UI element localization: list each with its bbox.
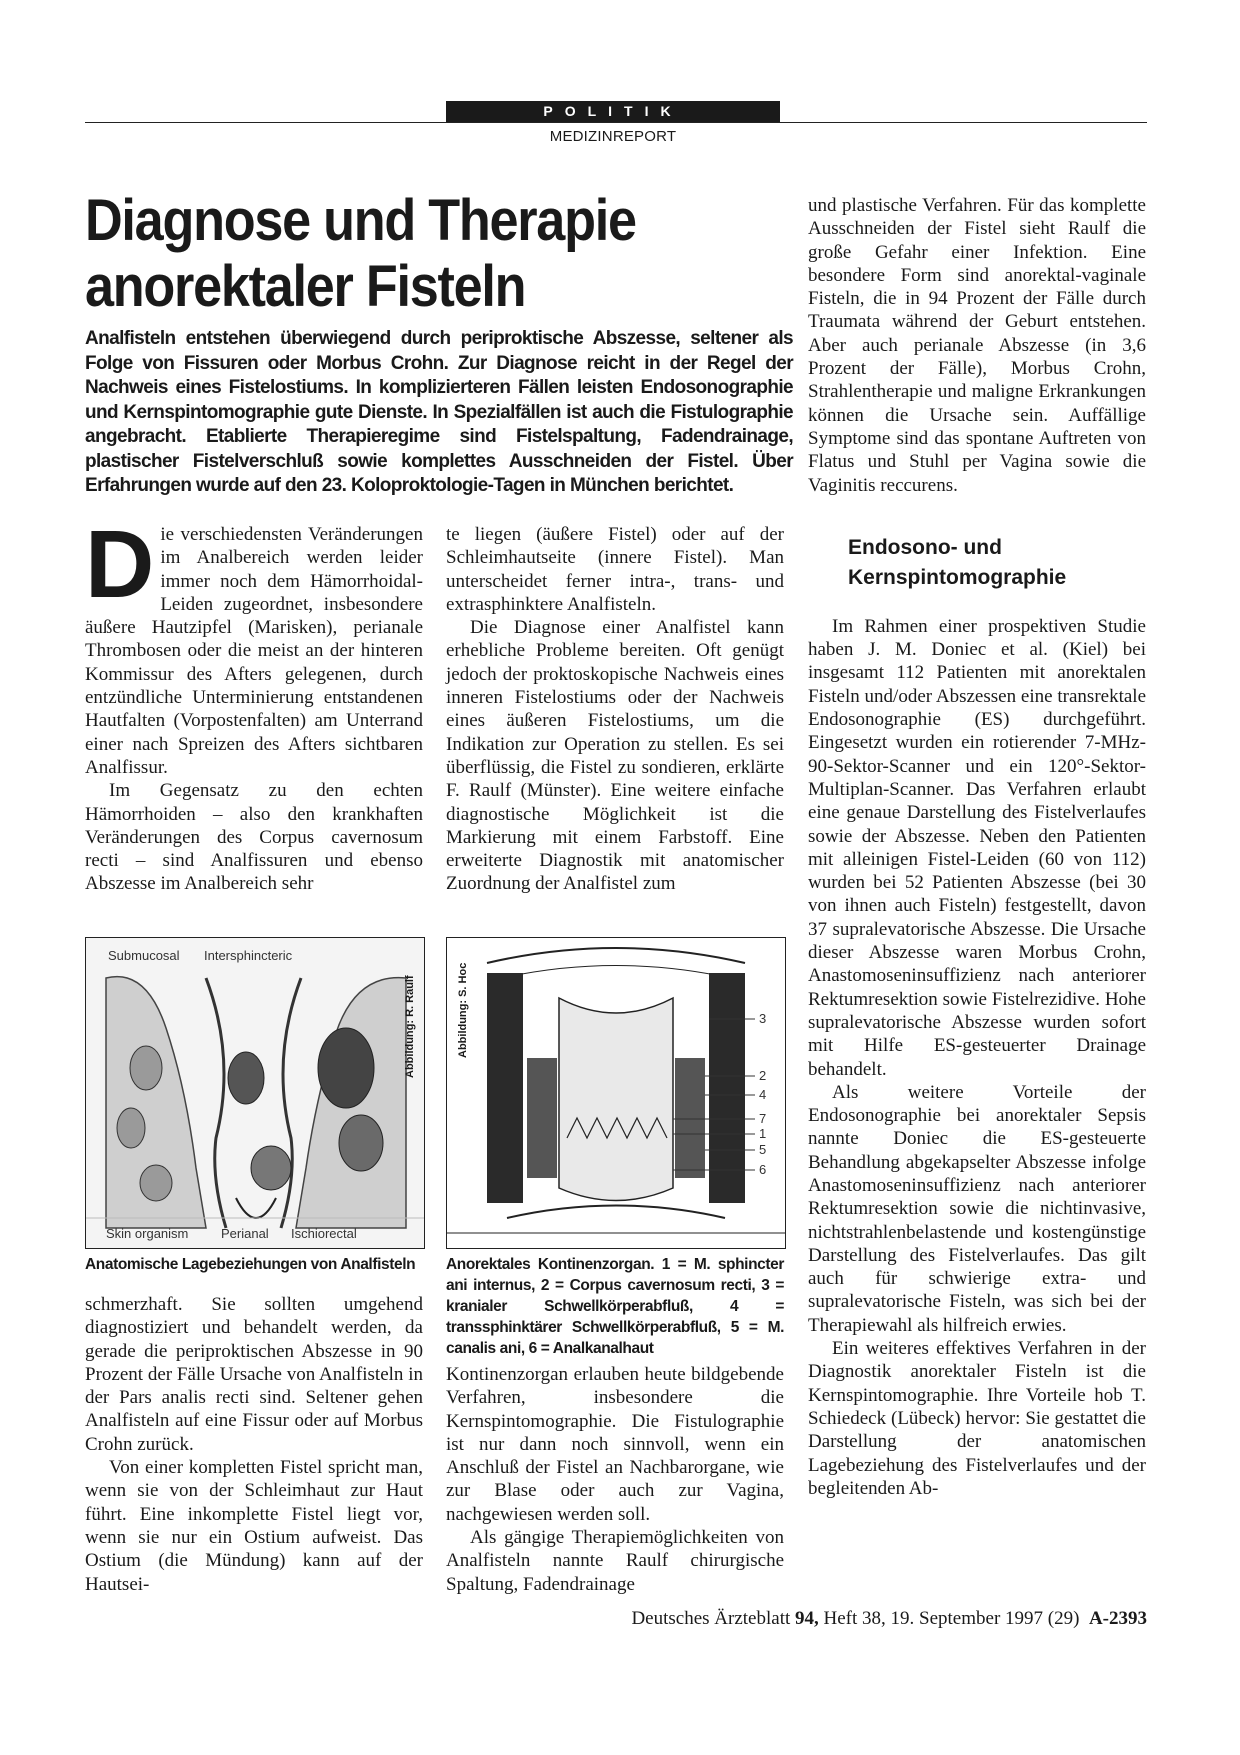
heading-line-2: Kernspintomographie [848, 565, 1067, 589]
diagram-number: 5 [759, 1142, 767, 1157]
journal-volume: 94, [795, 1608, 819, 1629]
subsection-label: MEDIZINREPORT [549, 128, 677, 145]
paragraph: Kontinenzorgan erlauben heute bildgebende Verfahren, insbesondere die Kernspintomographie. Die Fistulographie ist nur dann noch sinnvoll, wenn ein Anschluß der Fistel an Nachbarorgane, wie zur Blase oder auch zur Vagina, nachgewiesen werden soll. [446, 1364, 784, 1525]
page-footer [631, 1608, 1147, 1630]
label-ischiorectal: Ischiorectal [291, 1226, 357, 1241]
section-heading [808, 533, 1146, 593]
paragraph: Im Gegensatz zu den echten Hämorrhoiden – also den krankhaften Veränderungen des Corpus cavernosum recti – sind Analfissuren und ebenso Abszesse im Analbereich sehr [85, 780, 423, 895]
section-label: POLITIK [446, 101, 780, 122]
diagram-number: 3 [759, 1011, 767, 1026]
paragraph: Ein weiteres effektives Verfahren in der Diagnostik anorektaler Fisteln ist die Kernspintomographie. Ihre Vorteile hob T. Schiedeck (Lübeck) hervor: Sie gestattet die Darstellung der anatomischen Lagebeziehung des Fistelverlaufes und der begleitenden Ab- [808, 1338, 1146, 1499]
paragraph: Im Rahmen einer prospektiven Studie haben J. M. Doniec et al. (Kiel) bei insgesamt 112 Patienten mit anorektalen Fisteln und/oder Abszessen eine transrektale Endosonographie (ES) durchgeführt. Eingesetzt wurden ein rotierender 7-MHz-90-Sektor-Scanner und ein 120°-Sektor-Multiplan-Scanner. Das Verfahren erlaubt eine genaue Darstellung des Fistelverlaufes sowie der Abszesse. Neben den Patienten mit alleinigen Fistel-Leiden (60 von 112) wurden bei 52 Patienten Abszesse (bei 30 von ihnen auch Fisteln) festgestellt, davon 37 supralevatorische Abszesse. Die Ursache dieser Abszesse waren Morbus Crohn, Anastomoseninsuffizienz nach anteriorer Rektumresektion sowie Fistelrezidive. Hohe supralevatorische Abszesse wurden sofort mit Hilfe ES-gesteuerter Drainage behandelt. [808, 615, 1146, 1080]
issue-info: Heft 38, 19. September 1997 (29) [823, 1608, 1080, 1629]
journal-name: Deutsches Ärzteblatt [631, 1608, 791, 1629]
figure-continence-organ [446, 937, 786, 1249]
continence-diagram [447, 938, 785, 1248]
figure-1-caption: Anatomische Lagebeziehungen von Analfisteln [85, 1256, 416, 1273]
paragraph: schmerzhaft. Sie sollten umgehend diagnostiziert und behandelt werden, da gerade die periproktischen Abszesse in 90 Prozent der Fälle Ursache von Analfisteln in der Pars analis recti sind. Seltener gehen Analfisteln auf eine Fissur oder auf Morbus Crohn zurück. [85, 1294, 423, 1455]
label-skin-organism: Skin organism [106, 1226, 189, 1241]
diagram-number: 2 [759, 1068, 767, 1083]
label-intersphincteric: Intersphincteric [204, 948, 293, 963]
figure-credit: Abbildung: S. Hoc [457, 962, 469, 1058]
paragraph: Die Diagnose einer Analfistel kann erhebliche Probleme bereiten. Oft genügt jedoch der proktoskopische Nachweis eines inneren Fistelostiums oder der Nachweis eines äußeren Fistelostiums, um die Indikation zur Operation zu stellen. Es sei überflüssig, die Fistel zu sondieren, erklärte F. Raulf (Münster). Eine weitere einfache diagnostische Möglichkeit ist die Markierung mit einem Farbstoff. Eine erweiterte Diagnostik mit anatomischer Zuordnung der Analfistel zum [446, 617, 784, 895]
heading-line-1: Endosono- und [848, 535, 1002, 559]
column-3 [808, 194, 1146, 1500]
label-submucosal: Submucosal [108, 948, 180, 963]
figure-credit: Abbildung: R. Raulf [404, 975, 416, 1078]
article-title [85, 188, 715, 320]
diagram-number: 1 [759, 1126, 767, 1141]
column-2-top [446, 523, 784, 896]
diagram-number: 6 [759, 1162, 767, 1177]
title-line-1: Diagnose und Therapie [85, 188, 636, 253]
figure-2-caption: Anorektales Kontinenzorgan. 1 = M. sphincter ani internus, 2 = Corpus cavernosum recti, 3 = kranialer Schwellkörperabfluß, 4 = transsphinktärer Schwellkörperabfluß, 5 = M. canalis ani, 6 = Analkanalhaut [446, 1256, 784, 1357]
paragraph: Als gängige Therapiemöglichkeiten von Analfisteln nannte Raulf chirurgische Spaltung, Fadendrainage [446, 1527, 784, 1595]
diagram-number-labels [759, 1011, 766, 1177]
page-number: A-2393 [1088, 1608, 1147, 1629]
title-line-2: anorektaler Fisteln [85, 254, 526, 319]
column-1-bottom [85, 1293, 423, 1596]
figure-anal-fistula-anatomy [85, 937, 425, 1249]
diagram-number: 4 [759, 1087, 767, 1102]
diagram-number: 7 [759, 1111, 767, 1126]
article-lead: Analfisteln entstehen überwiegend durch periproktische Abszesse, seltener als Folge von Fissuren oder Morbus Crohn. Zur Diagnose reicht in der Regel der Nachweis eines Fistelostiums. In komplizierteren Fällen leisten Endosonographie und Kernspintomographie gute Dienste. In Spezialfällen ist auch die Fistulographie angebracht. Etablierte Therapieregime sind Fistelspaltung, Fadendrainage, plastischer Fistelverschluß sowie komplettes Ausschneiden der Fistel. Über Erfahrungen wurde auf den 23. Koloproktologie-Tagen in München berichtet. [85, 328, 793, 496]
anatomy-illustration [86, 938, 424, 1248]
label-perianal: Perianal [221, 1226, 269, 1241]
column-1-top [85, 511, 423, 896]
column-2-bottom [446, 1363, 784, 1596]
paragraph: te liegen (äußere Fistel) oder auf der Schleimhautseite (innere Fistel). Man unterscheidet ferner intra-, trans- und extrasphinktere Analfisteln. [446, 524, 784, 615]
header-rule [85, 122, 1147, 123]
paragraph: Von einer kompletten Fistel spricht man, wenn sie von der Schleimhaut zur Haut führt. Eine inkomplette Fistel liegt vor, wenn sie nur ein Ostium aufweist. Das Ostium (die Mündung) kann auf der Hautsei- [85, 1457, 423, 1595]
paragraph: und plastische Verfahren. Für das komplette Ausschneiden der Fistel sieht Raulf die große Gefahr einer Infektion. Eine besondere Form sind anorektal-vaginale Fisteln, die in 94 Prozent der Fälle durch Traumata während der Geburt entstehen. Aber auch perianale Abszesse (in 3,6 Prozent der Fälle), Morbus Crohn, Strahlentherapie und maligne Erkrankungen können die Ursache sein. Auffällige Symptome sind das spontane Auftreten von Flatus und Stuhl per Vagina sowie die Vaginitis reccurens. [808, 195, 1146, 496]
paragraph: Die verschiedensten Veränderungen im Analbereich werden leider immer noch dem Hämorrhoidal-Leiden zugeordnet, insbesondere äußere Hautzipfel (Marisken), perianale Thrombosen oder die meist an der hinteren Kommissur des Afters gelegenen, durch entzündliche Unterminierung entstandenen Hautfalten (Vorpostenfalten) am Unterrand einer nach Spreizen des Afters sichtbaren Analfissur. [85, 511, 423, 778]
paragraph: Als weitere Vorteile der Endosonographie bei anorektaler Sepsis nannte Doniec die ES-gesteuerte Behandlung abgekapselter Abszesse infolge Anastomoseninsuffizienz nach anteriorer Rektumresektion sowie die nichtinvasive, nichtstrahlenbelastende und kostengünstige Darstellung des Fistelverlaufes. Das gilt auch für schwierige extra- und supralevatorische Fisteln, was sich bei der Therapiewahl als hilfreich erwies. [808, 1081, 1146, 1336]
